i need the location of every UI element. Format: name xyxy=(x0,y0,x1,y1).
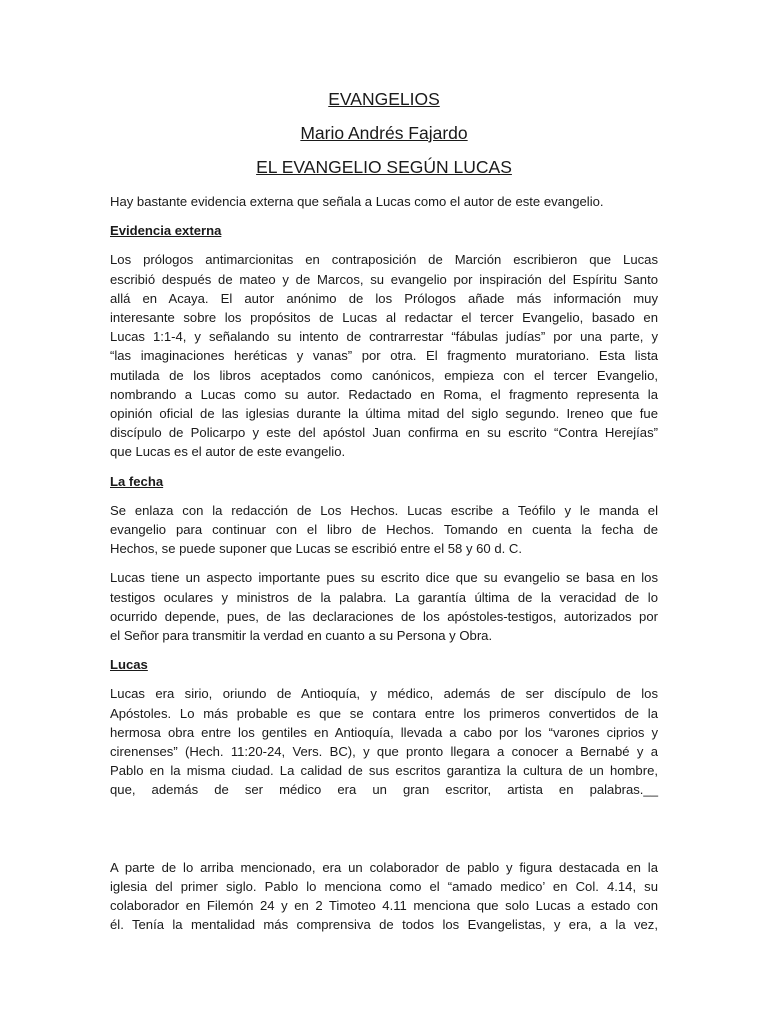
text-line: evangelio para continuar con el libro de Hechos. Tomando en cuenta la fecha de xyxy=(110,522,658,538)
text-line: “las imaginaciones heréticas y vanas” por otra. El fragmento muratoriano. Esta lista xyxy=(110,348,658,364)
paragraph-lucas-2 xyxy=(110,858,658,935)
paragraph-fecha-1 xyxy=(110,501,658,559)
text-line: Se enlaza con la redacción de Los Hechos. Lucas escribe a Teófilo y le manda el xyxy=(110,502,658,518)
text-line: opinión oficial de las iglesias durante la última mitad del siglo segundo. Ireneo que fue xyxy=(110,406,658,422)
section-heading-fecha: La fecha xyxy=(110,473,164,489)
text-line: discípulo de Policarpo y este del apóstol Juan confirma en su escrito “Contra Herejías” xyxy=(110,425,658,441)
document-subtitle: EL EVANGELIO SEGÚN LUCAS xyxy=(256,157,512,177)
text-line: Los prólogos antimarcionitas en contraposición de Marción escribieron que Lucas xyxy=(110,252,658,268)
text-line: el Señor para transmitir la verdad en cuanto a su Persona y Obra. xyxy=(110,628,493,644)
paragraph-lucas-1 xyxy=(110,684,658,799)
document-author: Mario Andrés Fajardo xyxy=(300,123,468,143)
paragraph-fecha-2 xyxy=(110,568,658,645)
text-line: Apóstoles. Lo más probable es que se contara entre los primeros convertidos de la xyxy=(110,705,658,721)
text-line: hermosa obra entre los gentiles en Antioquía, llevada a cabo por los “varones ciprios y xyxy=(110,724,658,740)
text-line: Pablo en la misma ciudad. La calidad de sus escritos garantiza la cultura de un hombre, xyxy=(110,763,658,779)
text-line: que, además de ser médico era un gran escritor, artista en palabras.__ xyxy=(110,782,658,798)
document-title: EVANGELIOS xyxy=(328,89,440,109)
section-heading-lucas: Lucas xyxy=(110,657,148,673)
text-line: nombrando a Lucas como su autor. Redactado en Roma, el fragmento representa la xyxy=(110,386,658,402)
text-line: colaborador en Filemón 24 y en 2 Timoteo 4.11 menciona que solo Lucas a estado con xyxy=(110,898,658,914)
section-heading-evidencia: Evidencia externa xyxy=(110,223,222,239)
text-line: escribió después de mateo y de Marcos, su evangelio por inspiración del Espíritu Santo xyxy=(110,271,658,287)
text-line: él. Tenía la mentalidad más comprensiva de todos los Evangelistas, y era, a la vez, xyxy=(110,917,658,933)
text-line: testigos oculares y ministros de la palabra. La garantía última de la veracidad de lo xyxy=(110,589,658,605)
text-line: mutilada de los libros aceptados como canónicos, empieza con el tercer Evangelio, xyxy=(110,367,658,383)
text-line: Hechos, se puede suponer que Lucas se escribió entre el 58 y 60 d. C. xyxy=(110,541,522,557)
blank-space xyxy=(110,810,658,858)
text-line: Lucas tiene un aspecto importante pues su escrito dice que su evangelio se basa en los xyxy=(110,570,658,586)
text-line: cirenenses” (Hech. 11:20-24, Vers. BC), y que pronto llegara a conocer a Bernabé y a xyxy=(110,744,658,760)
text-line: que Lucas es el autor de este evangelio. xyxy=(110,444,346,460)
text-line: A parte de lo arriba mencionado, era un colaborador de pablo y figura destacada en la xyxy=(110,859,658,875)
text-line: Lucas 1:1-4, y señalando su intento de contrarrestar “fábulas judías” por una parte, y xyxy=(110,329,658,345)
text-line: iglesia del primer siglo. Pablo lo menciona como el “amado medico’ en Col. 4.14, su xyxy=(110,878,658,894)
intro-paragraph: Hay bastante evidencia externa que señala a Lucas como el autor de este evangelio. xyxy=(110,194,604,209)
document-page xyxy=(110,88,658,945)
text-line: ocurrido depende, pues, de las declaraciones de los apóstoles-testigos, autorizados por xyxy=(110,608,658,624)
text-line: allá en Acaya. El autor anónimo de los Prólogos añade más información muy xyxy=(110,290,658,306)
text-line: Lucas era sirio, oriundo de Antioquía, y médico, además de ser discípulo de los xyxy=(110,686,658,702)
text-line: interesante sobre los propósitos de Lucas al redactar el tercer Evangelio, basado en xyxy=(110,310,658,326)
paragraph-evidencia xyxy=(110,250,658,461)
